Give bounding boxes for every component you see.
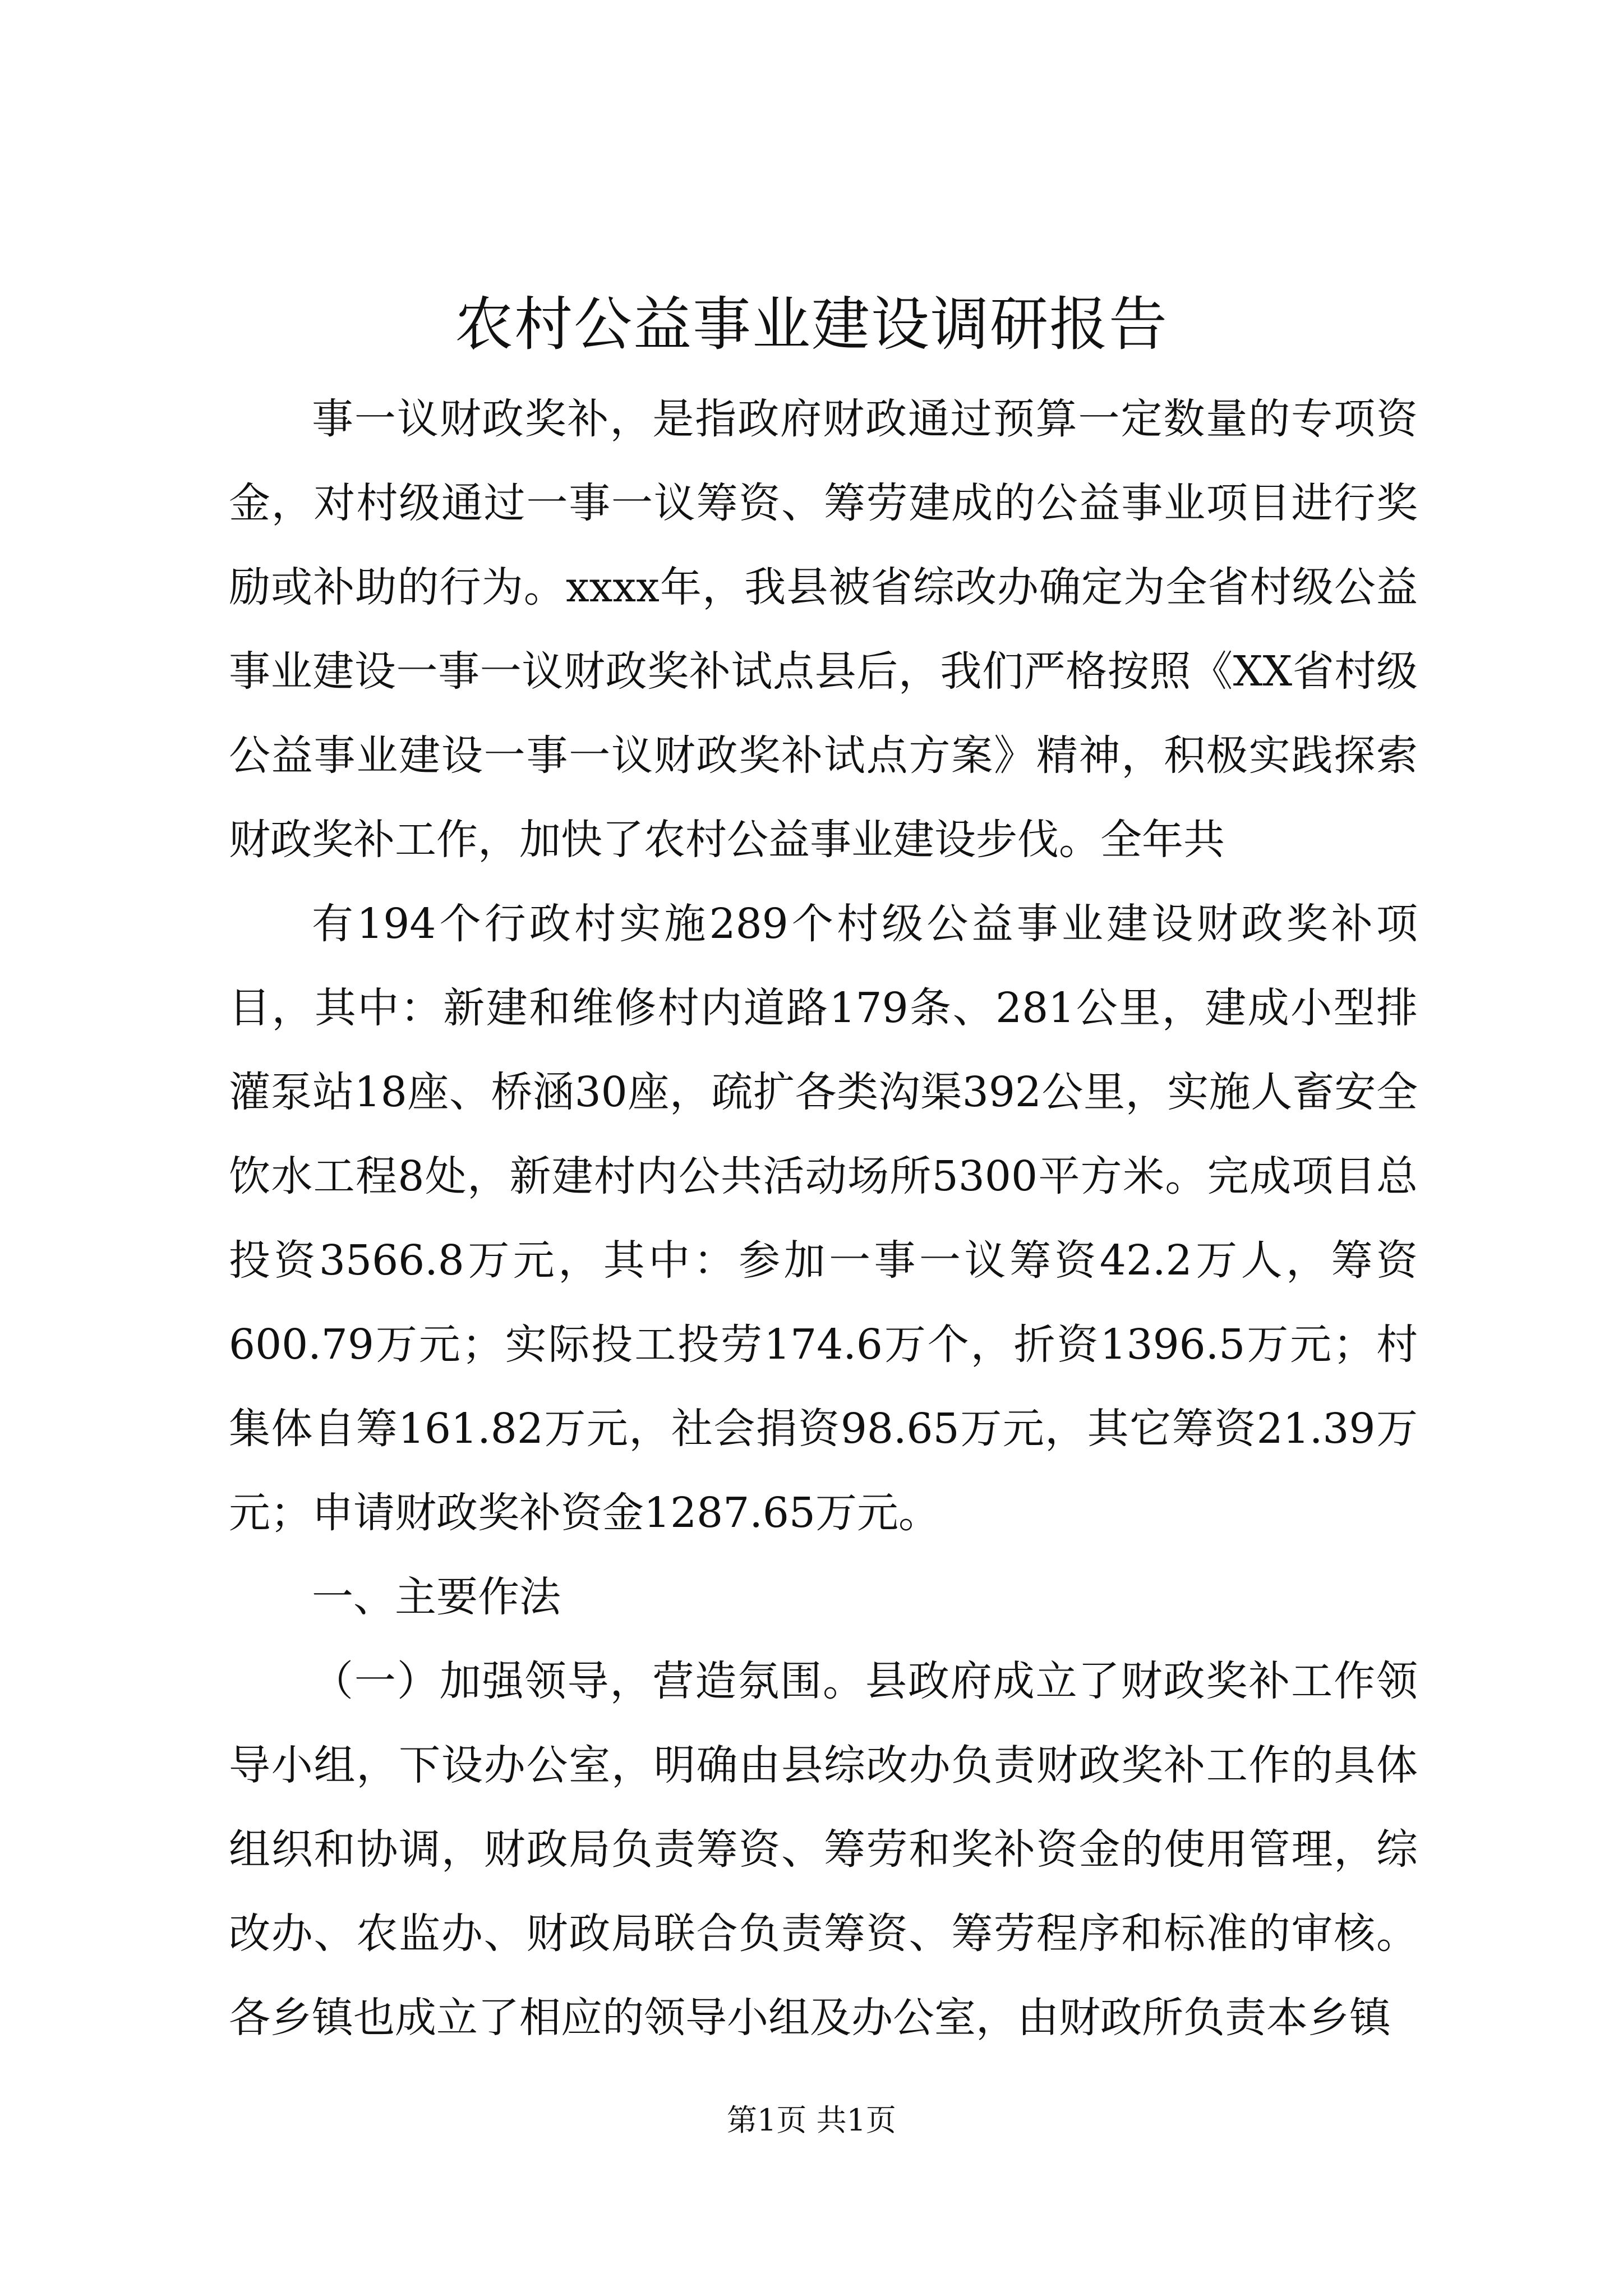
document-title: 农村公益事业建设调研报告: [454, 290, 1168, 358]
paragraph-2: 有194个行政村实施289个村级公益事业建设财政奖补项目，其中：新建和维修村内道路179条、281公里，建成小型排灌泵站18座、桥涵30座，疏扩各类沟渠392公里，实施人畜安全饮水工程8处，新建村内公共活动场所5300平方米。完成项目总投资3566.8万元，其中：参加一事一议筹资42.2万人，筹资600.79万元；实际投工投劳174.6万个，折资1396.5万元；村集体自筹161.82万元，社会捐资98.65万元，其它筹资21.39万元；申请财政奖补资金1287.65万元。: [229, 900, 1418, 1537]
paragraph-3: （一）加强领导，营造氛围。县政府成立了财政奖补工作领导小组，下设办公室，明确由县综改办负责财政奖补工作的具体组织和协调，财政局负责筹资、筹劳和奖补资金的使用管理，综改办、农监办、财政局联合负责筹资、筹劳程序和标准的审核。各乡镇也成立了相应的领导小组及办公室，由财政所负责本乡镇: [229, 1657, 1418, 2042]
page-footer: 第1页 共1页: [727, 2102, 896, 2138]
document-body: [229, 377, 1418, 2060]
section-heading: 一、主要作法: [312, 1573, 561, 1621]
paragraph-1: 事一议财政奖补，是指政府财政通过预算一定数量的专项资金，对村级通过一事一议筹资、筹劳建成的公益事业项目进行奖励或补助的行为。xxxx年，我县被省综改办确定为全省村级公益事业建设一事一议财政奖补试点县后，我们严格按照《XX省村级公益事业建设一事一议财政奖补试点方案》精神，积极实践探索财政奖补工作，加快了农村公益事业建设步伐。全年共: [229, 395, 1418, 864]
